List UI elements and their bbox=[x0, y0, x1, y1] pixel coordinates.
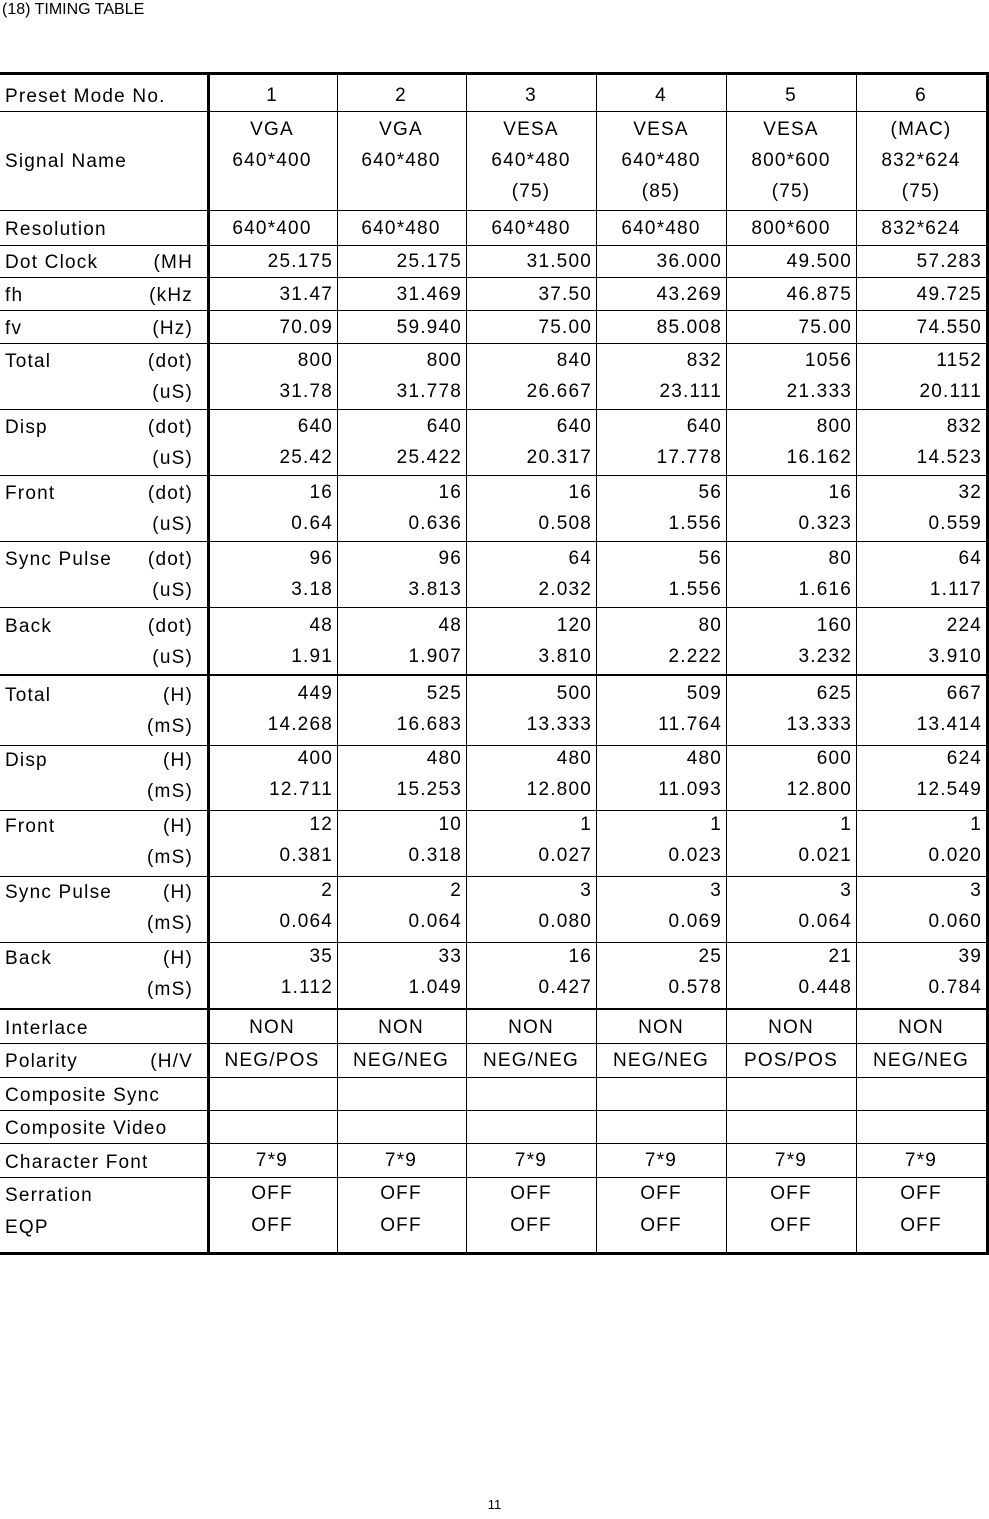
vertical-value: 624 bbox=[946, 748, 982, 769]
vertical-value: 14.268 bbox=[267, 714, 333, 735]
unit-label: (uS) bbox=[152, 448, 193, 469]
horizontal-total-label: Total bbox=[5, 351, 52, 372]
vertical-value: 33 bbox=[438, 946, 462, 967]
eqp-value: OFF bbox=[640, 1215, 682, 1236]
fh-value: 37.50 bbox=[538, 284, 592, 305]
horizontal-value: 64 bbox=[568, 548, 592, 569]
vertical-value: 400 bbox=[297, 748, 333, 769]
row-separator bbox=[0, 111, 986, 112]
polarity-value: NEG/NEG bbox=[872, 1050, 970, 1071]
signal-refresh: (75) bbox=[901, 181, 941, 202]
horizontal-value: 56 bbox=[698, 548, 722, 569]
horizontal-value: 31.778 bbox=[396, 381, 462, 402]
vertical-value: 625 bbox=[816, 683, 852, 704]
horizontal-value: 1056 bbox=[804, 350, 852, 371]
horizontal-value: 832 bbox=[686, 350, 722, 371]
signal-name-label: Signal Name bbox=[5, 151, 127, 172]
fv-label: fv bbox=[5, 318, 23, 339]
unit-label: (H) bbox=[163, 816, 193, 837]
unit-label: (uS) bbox=[152, 382, 193, 403]
interlace-value: NON bbox=[768, 1017, 814, 1038]
horizontal-value: 80 bbox=[828, 548, 852, 569]
horizontal-value: 64 bbox=[958, 548, 982, 569]
polarity-value: NEG/NEG bbox=[352, 1050, 450, 1071]
vertical-value: 0.060 bbox=[928, 911, 982, 932]
page-number: 11 bbox=[487, 1497, 502, 1512]
unit-label: (dot) bbox=[147, 549, 193, 570]
fv-value: 75.00 bbox=[538, 317, 592, 338]
vertical-value: 12.711 bbox=[269, 779, 333, 800]
horizontal-value: 2.222 bbox=[668, 646, 722, 667]
signal-refresh: (85) bbox=[641, 181, 681, 202]
horizontal-value: 48 bbox=[438, 615, 462, 636]
unit-label: (mS) bbox=[147, 913, 193, 934]
vertical-value: 1 bbox=[710, 814, 722, 835]
vertical-front-label: Front bbox=[5, 816, 56, 837]
fv-value: 59.940 bbox=[396, 317, 462, 338]
dot-clock-value: 25.175 bbox=[267, 251, 333, 272]
vertical-value: 667 bbox=[946, 683, 982, 704]
unit-label: (H) bbox=[163, 882, 193, 903]
horizontal-value: 3.18 bbox=[291, 579, 333, 600]
vertical-value: 0.027 bbox=[538, 845, 592, 866]
unit-label: (mS) bbox=[147, 781, 193, 802]
row-separator bbox=[0, 475, 986, 476]
horizontal-disp-label: Disp bbox=[5, 417, 48, 438]
vertical-value: 509 bbox=[686, 683, 722, 704]
signal-name: 800*600 bbox=[751, 150, 831, 171]
vertical-value: 1 bbox=[840, 814, 852, 835]
column-separator bbox=[207, 75, 210, 1252]
serration-label: Serration bbox=[5, 1185, 93, 1206]
vertical-total-label: Total bbox=[5, 685, 52, 706]
standard-name: VESA bbox=[633, 119, 689, 140]
standard-name: VESA bbox=[763, 119, 819, 140]
vertical-value: 3 bbox=[580, 880, 592, 901]
horizontal-value: 1.556 bbox=[668, 513, 722, 534]
horizontal-value: 0.64 bbox=[291, 513, 333, 534]
horizontal-value: 640 bbox=[556, 416, 592, 437]
horizontal-value: 20.317 bbox=[526, 447, 592, 468]
eqp-value: OFF bbox=[380, 1215, 422, 1236]
resolution-label: Resolution bbox=[5, 219, 107, 240]
horizontal-value: 840 bbox=[556, 350, 592, 371]
horizontal-value: 1.556 bbox=[668, 579, 722, 600]
horizontal-value: 0.636 bbox=[408, 513, 462, 534]
vertical-value: 0.064 bbox=[798, 911, 852, 932]
fh-value: 43.269 bbox=[656, 284, 722, 305]
vertical-value: 0.381 bbox=[279, 845, 333, 866]
row-separator bbox=[0, 1077, 986, 1078]
vertical-value: 500 bbox=[556, 683, 592, 704]
resolution: 640*480 bbox=[621, 218, 701, 239]
vertical-value: 2 bbox=[450, 880, 462, 901]
unit-label: (kHz bbox=[149, 285, 193, 306]
horizontal-value: 48 bbox=[309, 615, 333, 636]
unit-label: (mS) bbox=[147, 847, 193, 868]
horizontal-value: 20.111 bbox=[919, 381, 982, 402]
column-separator bbox=[466, 75, 467, 1252]
interlace-label: Interlace bbox=[5, 1018, 89, 1039]
mode-number: 4 bbox=[655, 85, 667, 106]
character-font-value: 7*9 bbox=[255, 1150, 289, 1171]
fv-value: 74.550 bbox=[916, 317, 982, 338]
fh-value: 31.47 bbox=[279, 284, 333, 305]
row-separator bbox=[0, 1008, 986, 1010]
vertical-value: 0.318 bbox=[408, 845, 462, 866]
vertical-value: 0.448 bbox=[798, 977, 852, 998]
horizontal-value: 17.778 bbox=[656, 447, 722, 468]
vertical-value: 0.021 bbox=[798, 845, 852, 866]
horizontal-front-label: Front bbox=[5, 483, 56, 504]
unit-label: (mS) bbox=[147, 716, 193, 737]
polarity-value: NEG/NEG bbox=[482, 1050, 580, 1071]
polarity-value: POS/POS bbox=[744, 1050, 838, 1071]
dot-clock-value: 49.500 bbox=[786, 251, 852, 272]
horizontal-value: 224 bbox=[946, 615, 982, 636]
row-separator bbox=[0, 277, 986, 278]
horizontal-value: 3.232 bbox=[798, 646, 852, 667]
eqp-label: EQP bbox=[5, 1217, 49, 1238]
interlace-value: NON bbox=[249, 1017, 295, 1038]
column-separator bbox=[337, 75, 338, 1252]
row-separator bbox=[0, 876, 986, 877]
horizontal-value: 23.111 bbox=[659, 381, 722, 402]
row-separator bbox=[0, 1143, 986, 1144]
character-font-value: 7*9 bbox=[904, 1150, 938, 1171]
vertical-value: 11.093 bbox=[658, 779, 722, 800]
vertical-value: 0.020 bbox=[928, 845, 982, 866]
horizontal-value: 16 bbox=[828, 482, 852, 503]
unit-label: (uS) bbox=[152, 580, 193, 601]
horizontal-sync-pulse-label: Sync Pulse bbox=[5, 549, 113, 570]
signal-name: 640*400 bbox=[232, 150, 312, 171]
row-separator bbox=[0, 810, 986, 811]
horizontal-value: 16 bbox=[309, 482, 333, 503]
vertical-value: 480 bbox=[556, 748, 592, 769]
vertical-value: 0.080 bbox=[538, 911, 592, 932]
horizontal-value: 800 bbox=[297, 350, 333, 371]
fh-value: 46.875 bbox=[786, 284, 852, 305]
row-separator bbox=[0, 1043, 986, 1044]
horizontal-value: 832 bbox=[946, 416, 982, 437]
vertical-value: 12 bbox=[309, 814, 333, 835]
dot-clock-value: 25.175 bbox=[396, 251, 462, 272]
serration-value: OFF bbox=[380, 1183, 422, 1204]
fv-value: 75.00 bbox=[798, 317, 852, 338]
vertical-value: 0.023 bbox=[668, 845, 722, 866]
standard-name: VESA bbox=[503, 119, 559, 140]
horizontal-value: 80 bbox=[698, 615, 722, 636]
horizontal-value: 120 bbox=[556, 615, 592, 636]
vertical-value: 0.064 bbox=[408, 911, 462, 932]
column-separator bbox=[726, 75, 727, 1252]
vertical-sync-pulse-label: Sync Pulse bbox=[5, 882, 113, 903]
mode-number: 3 bbox=[525, 85, 537, 106]
vertical-value: 480 bbox=[686, 748, 722, 769]
standard-name: VGA bbox=[250, 119, 294, 140]
dot-clock-label: Dot Clock bbox=[5, 252, 99, 273]
vertical-value: 25 bbox=[698, 946, 722, 967]
row-separator bbox=[0, 210, 986, 211]
mode-number: 5 bbox=[785, 85, 797, 106]
horizontal-value: 56 bbox=[698, 482, 722, 503]
vertical-back-label: Back bbox=[5, 948, 53, 969]
mode-number: 6 bbox=[915, 85, 927, 106]
signal-refresh: (75) bbox=[511, 181, 551, 202]
vertical-value: 0.784 bbox=[928, 977, 982, 998]
row-separator bbox=[0, 607, 986, 608]
polarity-label: Polarity bbox=[5, 1051, 78, 1072]
polarity-value: NEG/POS bbox=[224, 1050, 320, 1071]
vertical-value: 12.549 bbox=[916, 779, 982, 800]
vertical-value: 10 bbox=[438, 814, 462, 835]
horizontal-value: 3.813 bbox=[408, 579, 462, 600]
vertical-value: 3 bbox=[840, 880, 852, 901]
unit-label: (MH bbox=[153, 252, 193, 273]
unit-label: (uS) bbox=[152, 647, 193, 668]
unit-label: (mS) bbox=[147, 979, 193, 1000]
unit-label: (uS) bbox=[152, 514, 193, 535]
horizontal-value: 640 bbox=[686, 416, 722, 437]
row-separator bbox=[0, 310, 986, 311]
vertical-value: 0.427 bbox=[538, 977, 592, 998]
vertical-value: 0.069 bbox=[668, 911, 722, 932]
vertical-value: 3 bbox=[710, 880, 722, 901]
character-font-value: 7*9 bbox=[774, 1150, 808, 1171]
dot-clock-value: 31.500 bbox=[526, 251, 592, 272]
eqp-value: OFF bbox=[251, 1215, 293, 1236]
horizontal-value: 0.559 bbox=[928, 513, 982, 534]
horizontal-value: 800 bbox=[816, 416, 852, 437]
unit-label: (H) bbox=[163, 685, 193, 706]
fh-value: 31.469 bbox=[396, 284, 462, 305]
horizontal-value: 25.422 bbox=[396, 447, 462, 468]
eqp-value: OFF bbox=[900, 1215, 942, 1236]
horizontal-value: 640 bbox=[426, 416, 462, 437]
horizontal-value: 160 bbox=[816, 615, 852, 636]
vertical-value: 449 bbox=[297, 683, 333, 704]
timing-table bbox=[0, 72, 989, 1255]
horizontal-value: 32 bbox=[958, 482, 982, 503]
page-header: (18) TIMING TABLE bbox=[2, 1, 145, 18]
horizontal-value: 0.323 bbox=[798, 513, 852, 534]
horizontal-value: 2.032 bbox=[538, 579, 592, 600]
horizontal-value: 640 bbox=[297, 416, 333, 437]
row-separator bbox=[0, 541, 986, 542]
vertical-value: 39 bbox=[958, 946, 982, 967]
standard-name: VGA bbox=[379, 119, 423, 140]
standard-name: (MAC) bbox=[890, 119, 952, 140]
serration-value: OFF bbox=[640, 1183, 682, 1204]
unit-label: (dot) bbox=[147, 616, 193, 637]
horizontal-value: 3.910 bbox=[928, 646, 982, 667]
unit-label: (H/V bbox=[150, 1051, 193, 1072]
interlace-value: NON bbox=[378, 1017, 424, 1038]
horizontal-back-label: Back bbox=[5, 616, 53, 637]
unit-label: (H) bbox=[163, 750, 193, 771]
vertical-value: 13.333 bbox=[526, 714, 592, 735]
vertical-value: 1.049 bbox=[408, 977, 462, 998]
vertical-value: 35 bbox=[309, 946, 333, 967]
horizontal-value: 16.162 bbox=[786, 447, 852, 468]
column-separator bbox=[856, 75, 857, 1252]
signal-name: 832*624 bbox=[881, 150, 961, 171]
horizontal-value: 1.91 bbox=[291, 646, 333, 667]
vertical-value: 1.112 bbox=[280, 977, 333, 998]
fh-label: fh bbox=[5, 285, 24, 306]
character-font-label: Character Font bbox=[5, 1152, 149, 1173]
row-separator bbox=[0, 745, 986, 746]
vertical-value: 12.800 bbox=[526, 779, 592, 800]
unit-label: (dot) bbox=[147, 483, 193, 504]
serration-value: OFF bbox=[900, 1183, 942, 1204]
vertical-value: 15.253 bbox=[396, 779, 462, 800]
unit-label: (dot) bbox=[147, 351, 193, 372]
horizontal-value: 25.42 bbox=[279, 447, 333, 468]
dot-clock-value: 36.000 bbox=[656, 251, 722, 272]
horizontal-value: 26.667 bbox=[526, 381, 592, 402]
vertical-value: 2 bbox=[321, 880, 333, 901]
fv-value: 70.09 bbox=[279, 317, 333, 338]
vertical-value: 13.414 bbox=[916, 714, 982, 735]
dot-clock-value: 57.283 bbox=[916, 251, 982, 272]
character-font-value: 7*9 bbox=[644, 1150, 678, 1171]
signal-name: 640*480 bbox=[491, 150, 571, 171]
fv-value: 85.008 bbox=[656, 317, 722, 338]
serration-value: OFF bbox=[510, 1183, 552, 1204]
horizontal-value: 96 bbox=[438, 548, 462, 569]
polarity-value: NEG/NEG bbox=[612, 1050, 710, 1071]
serration-value: OFF bbox=[251, 1183, 293, 1204]
row-separator bbox=[0, 674, 986, 676]
signal-name: 640*480 bbox=[361, 150, 441, 171]
horizontal-value: 21.333 bbox=[786, 381, 852, 402]
fh-value: 49.725 bbox=[916, 284, 982, 305]
mode-label: Preset Mode No. bbox=[5, 86, 166, 107]
vertical-value: 13.333 bbox=[786, 714, 852, 735]
vertical-disp-label: Disp bbox=[5, 750, 48, 771]
vertical-value: 11.764 bbox=[658, 714, 722, 735]
vertical-value: 600 bbox=[816, 748, 852, 769]
unit-label: (H) bbox=[163, 948, 193, 969]
interlace-value: NON bbox=[508, 1017, 554, 1038]
row-separator bbox=[0, 1110, 986, 1111]
horizontal-value: 14.523 bbox=[916, 447, 982, 468]
row-separator bbox=[0, 245, 986, 246]
horizontal-value: 1152 bbox=[936, 350, 982, 371]
eqp-value: OFF bbox=[510, 1215, 552, 1236]
horizontal-value: 3.810 bbox=[538, 646, 592, 667]
vertical-value: 0.064 bbox=[279, 911, 333, 932]
vertical-value: 525 bbox=[426, 683, 462, 704]
vertical-value: 1 bbox=[970, 814, 982, 835]
column-separator bbox=[596, 75, 597, 1252]
vertical-value: 12.800 bbox=[786, 779, 852, 800]
vertical-value: 480 bbox=[426, 748, 462, 769]
mode-number: 2 bbox=[395, 85, 407, 106]
resolution: 640*480 bbox=[491, 218, 571, 239]
vertical-value: 3 bbox=[970, 880, 982, 901]
composite-sync-label: Composite Sync bbox=[5, 1085, 161, 1106]
resolution: 832*624 bbox=[881, 218, 961, 239]
signal-name: 640*480 bbox=[621, 150, 701, 171]
resolution: 640*400 bbox=[232, 218, 312, 239]
interlace-value: NON bbox=[898, 1017, 944, 1038]
row-separator bbox=[0, 343, 986, 344]
horizontal-value: 16 bbox=[568, 482, 592, 503]
horizontal-value: 1.616 bbox=[798, 579, 852, 600]
unit-label: (Hz) bbox=[152, 318, 193, 339]
vertical-value: 1 bbox=[580, 814, 592, 835]
horizontal-value: 96 bbox=[309, 548, 333, 569]
vertical-value: 21 bbox=[828, 946, 852, 967]
horizontal-value: 1.117 bbox=[929, 579, 982, 600]
unit-label: (dot) bbox=[147, 417, 193, 438]
row-separator bbox=[0, 942, 986, 943]
vertical-value: 16 bbox=[568, 946, 592, 967]
row-separator bbox=[0, 1177, 986, 1178]
interlace-value: NON bbox=[638, 1017, 684, 1038]
horizontal-value: 0.508 bbox=[538, 513, 592, 534]
row-separator bbox=[0, 409, 986, 410]
vertical-value: 16.683 bbox=[396, 714, 462, 735]
eqp-value: OFF bbox=[770, 1215, 812, 1236]
resolution: 640*480 bbox=[361, 218, 441, 239]
character-font-value: 7*9 bbox=[514, 1150, 548, 1171]
horizontal-value: 31.78 bbox=[279, 381, 333, 402]
vertical-value: 0.578 bbox=[668, 977, 722, 998]
mode-number: 1 bbox=[266, 85, 278, 106]
horizontal-value: 800 bbox=[426, 350, 462, 371]
serration-value: OFF bbox=[770, 1183, 812, 1204]
horizontal-value: 1.907 bbox=[408, 646, 462, 667]
signal-refresh: (75) bbox=[771, 181, 811, 202]
resolution: 800*600 bbox=[751, 218, 831, 239]
composite-video-label: Composite Video bbox=[5, 1118, 168, 1139]
character-font-value: 7*9 bbox=[384, 1150, 418, 1171]
horizontal-value: 16 bbox=[438, 482, 462, 503]
